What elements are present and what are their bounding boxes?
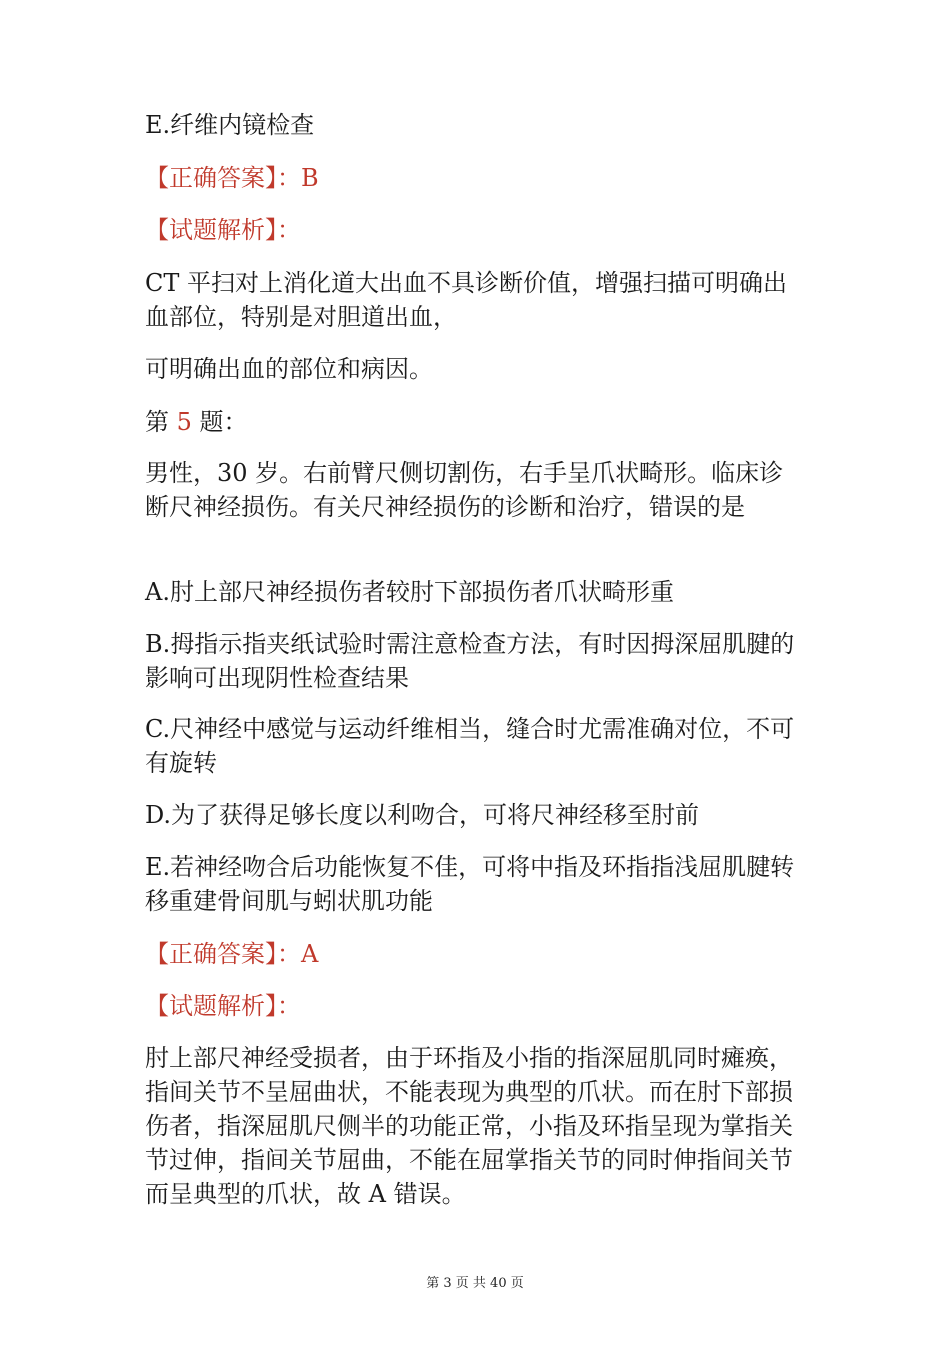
q5-analysis: 肘上部尺神经受损者，由于环指及小指的指深屈肌同时瘫痪，指间关节不呈屈曲状，不能表现为典型的爪状。而在肘下部损伤者，指深屈肌尺侧半的功能正常，小指及环指呈现为掌指关节过伸，指间关节屈曲，不能在屈掌指关节的同时伸指间关节而呈典型的爪状，故 A 错误。 — [145, 1044, 793, 1208]
q5-answer-label: 【正确答案】： — [145, 940, 301, 968]
q4-answer-label: 【正确答案】： — [145, 164, 301, 192]
q4-answer — [145, 161, 805, 195]
q5-number-prefix: 第 — [145, 408, 177, 436]
q5-answer — [145, 937, 805, 971]
q5-option-e: E.若神经吻合后功能恢复不佳，可将中指及环指指浅屈肌腱转移重建骨间肌与蚓状肌功能 — [145, 853, 795, 915]
q4-answer-value: B — [301, 164, 319, 192]
q5-analysis-label: 【试题解析】： — [145, 992, 301, 1020]
q4-analysis-line1: CT 平扫对上消化道大出血不具诊断价值，增强扫描可明确出血部位，特别是对胆道出血， — [145, 269, 787, 331]
q5-option-a: A.肘上部尺神经损伤者较肘下部损伤者爪状畸形重 — [145, 578, 674, 606]
q4-analysis-line2: 可明确出血的部位和病因。 — [145, 355, 433, 383]
q4-analysis-label: 【试题解析】： — [145, 216, 301, 244]
document-page — [145, 0, 805, 1345]
q5-stem: 男性，30 岁。右前臂尺侧切割伤，右手呈爪状畸形。临床诊断尺神经损伤。有关尺神经损伤的诊断和治疗，错误的是 — [145, 459, 784, 521]
q5-option-d: D.为了获得足够长度以利吻合，可将尺神经移至肘前 — [145, 801, 700, 829]
q5-number-suffix: 题： — [191, 408, 248, 436]
q4-option-e: E.纤维内镜检查 — [145, 111, 315, 139]
q5-number-value: 5 — [176, 408, 192, 436]
q5-option-b: B.拇指示指夹纸试验时需注意检查方法，有时因拇深屈肌腱的影响可出现阴性检查结果 — [145, 630, 795, 692]
q5-number — [145, 405, 805, 439]
q5-option-c: C.尺神经中感觉与运动纤维相当，缝合时尤需准确对位，不可有旋转 — [145, 715, 795, 777]
q5-answer-value: A — [301, 940, 319, 968]
page-footer: 第 3 页 共 40 页 — [426, 1276, 524, 1291]
